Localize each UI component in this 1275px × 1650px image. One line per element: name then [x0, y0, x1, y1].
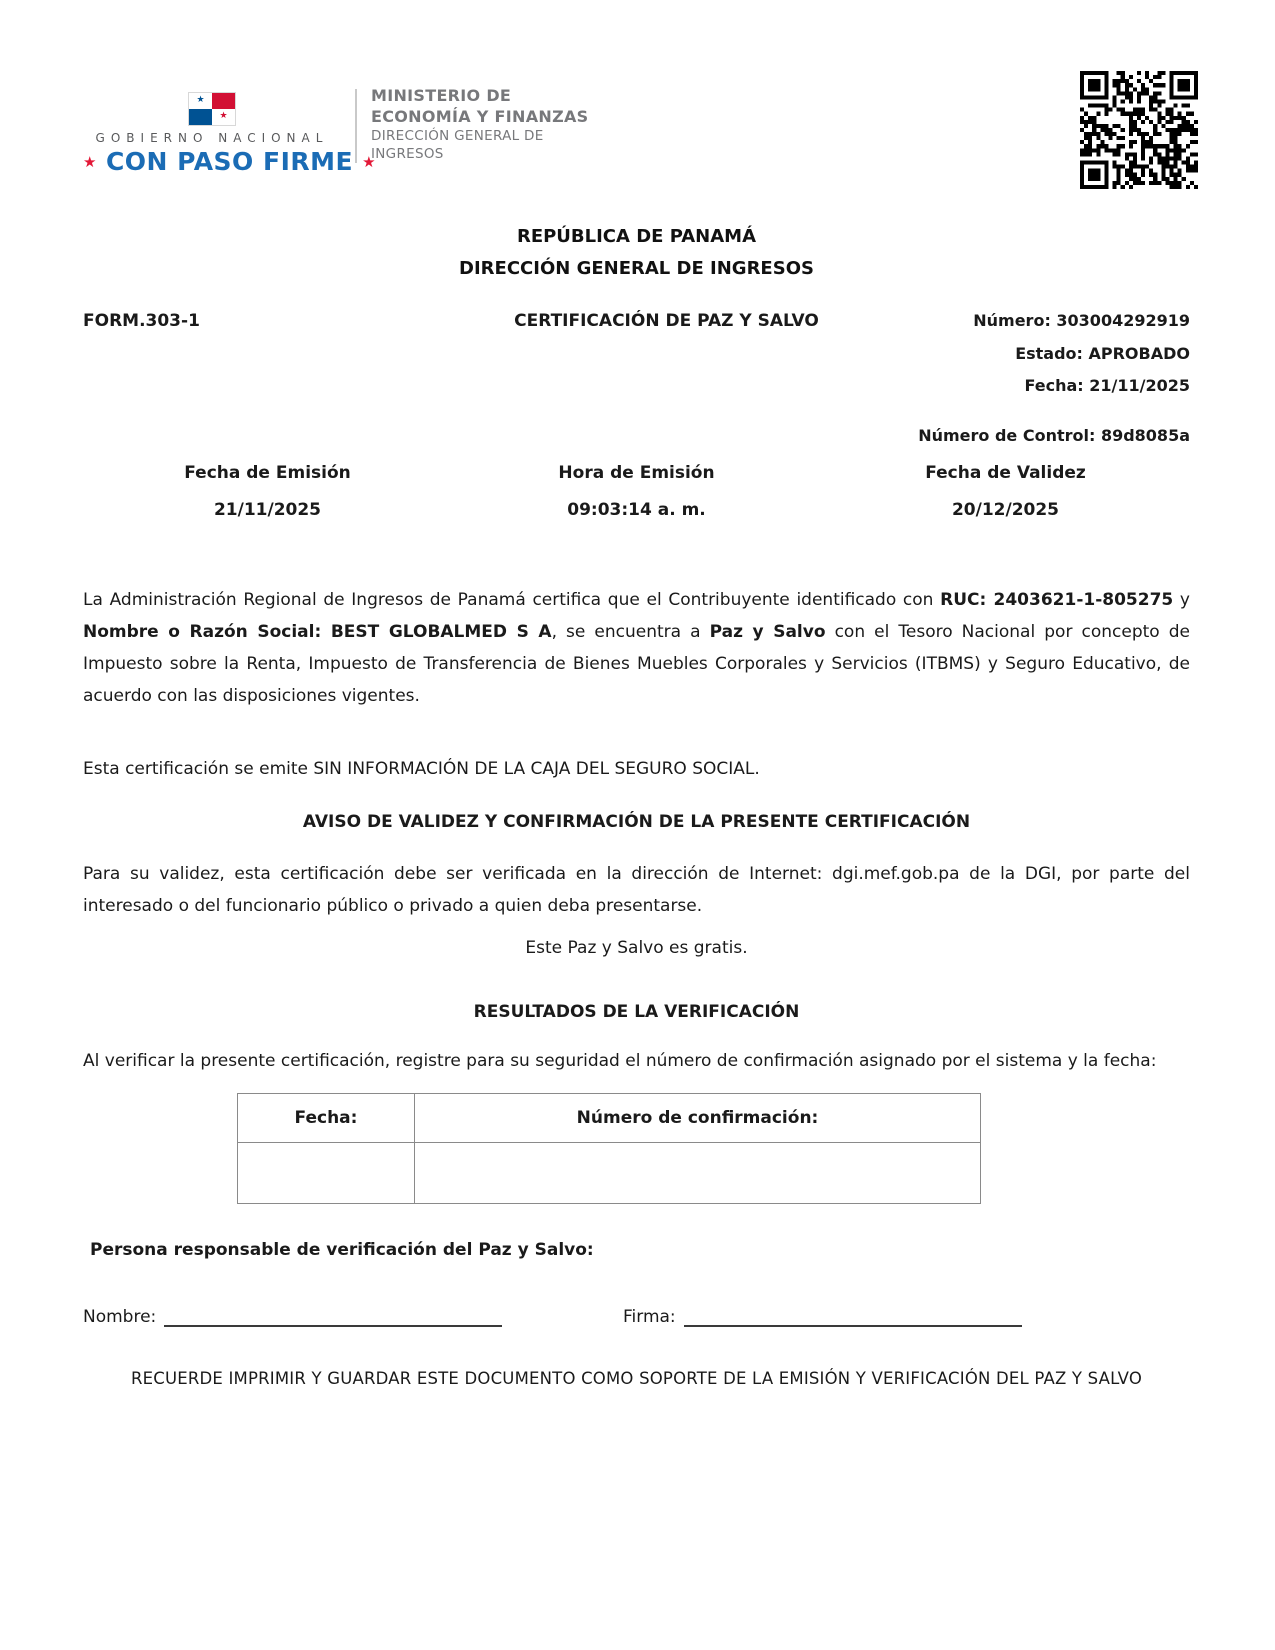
- star-icon: ★: [362, 152, 377, 171]
- republic-title: REPÚBLICA DE PANAMÁ: [516, 226, 757, 247]
- form-title-row: [83, 311, 1190, 331]
- paz-y-salvo-label: Paz y Salvo: [709, 622, 826, 642]
- status-value: Estado: APROBADO: [1015, 344, 1190, 363]
- date-value: Fecha: 21/11/2025: [1024, 376, 1190, 395]
- ministry-line2: ECONOMÍA Y FINANZAS: [371, 107, 589, 126]
- con-paso-firme-label: ★ CON PASO FIRME ★: [83, 146, 377, 176]
- control-number: Número de Control: 89d8085a: [918, 426, 1190, 445]
- dgi-title: DIRECCIÓN GENERAL DE INGRESOS: [459, 258, 814, 279]
- nombre-label: Nombre:: [83, 1307, 157, 1327]
- certificate-number: Número: 303004292919: [973, 311, 1190, 330]
- firma-group: [623, 1307, 1022, 1327]
- table-header-fecha: Fecha:: [238, 1094, 415, 1143]
- signature-row: [83, 1307, 1190, 1327]
- emission-time-value: 09:03:14 a. m.: [567, 500, 706, 520]
- qr-code: [1080, 71, 1198, 189]
- paragraph-text: La Administración Regional de Ingresos de Panamá certifica que el Contribuyente identificado con: [83, 590, 941, 610]
- emission-date-label: Fecha de Emisión: [184, 463, 351, 483]
- emission-values-row: [83, 500, 1190, 520]
- table-row: [238, 1143, 981, 1204]
- star-icon: ★: [83, 152, 97, 171]
- ministry-block: [371, 85, 589, 163]
- validity-date-label: Fecha de Validez: [925, 463, 1086, 483]
- table-cell-fecha: [238, 1143, 415, 1204]
- gratis-note: Este Paz y Salvo es gratis.: [525, 938, 748, 958]
- certification-paragraph: La Administración Regional de Ingresos de Panamá certifica que el Contribuyente identificado con RUC: 2403621-1-805275 y Nombre o Razón Social: BEST GLOBALMED S A, se encuentra a Paz y Salvo con el Tesoro Nacional por concepto de Impuesto sobre la Renta, Impuesto de Transferencia de Bienes Muebles Corporales y Servicios (ITBMS) y Seguro Educativo, de acuerdo con las disposiciones vigentes.: [83, 590, 1190, 706]
- ministry-line3: DIRECCIÓN GENERAL DE: [371, 128, 544, 144]
- table-header-row: [238, 1094, 981, 1143]
- header-divider: [355, 89, 357, 163]
- certification-title: CERTIFICACIÓN DE PAZ Y SALVO: [514, 311, 819, 331]
- css-disclaimer: Esta certificación se emite SIN INFORMACIÓN DE LA CAJA DEL SEGURO SOCIAL.: [83, 759, 760, 779]
- verification-instruction: Al verificar la presente certificación, registre para su seguridad el número de confirmación asignado por el sistema y la fecha:: [83, 1051, 1157, 1071]
- aviso-title: AVISO DE VALIDEZ Y CONFIRMACIÓN DE LA PRESENTE CERTIFICACIÓN: [302, 812, 971, 832]
- nombre-line: [164, 1307, 502, 1327]
- table-header-confirmacion: Número de confirmación:: [415, 1094, 981, 1143]
- verification-table: [237, 1093, 981, 1204]
- ministry-line4: INGRESOS: [371, 146, 444, 162]
- government-logo: [83, 85, 377, 176]
- form-code: FORM.303-1: [83, 311, 200, 331]
- panama-flag-icon: [188, 92, 236, 126]
- resultados-title: RESULTADOS DE LA VERIFICACIÓN: [473, 1002, 800, 1022]
- firma-line: [684, 1307, 1022, 1327]
- emission-date-value: 21/11/2025: [213, 500, 322, 520]
- ministry-line1: MINISTERIO DE: [371, 86, 512, 105]
- nombre-group: [83, 1307, 623, 1327]
- document-titles: [83, 221, 1190, 285]
- flag-star-red-icon: ★: [212, 109, 235, 125]
- document-header: [83, 85, 1190, 181]
- validity-date-value: 20/12/2025: [951, 500, 1060, 520]
- gobierno-nacional-label: GOBIERNO NACIONAL: [95, 130, 329, 145]
- razon-social-value: Nombre o Razón Social: BEST GLOBALMED S A: [83, 622, 552, 642]
- flag-star-blue-icon: ★: [189, 93, 212, 109]
- validity-paragraph: Para su validez, esta certificación debe ser verificada en la dirección de Internet: dgi.mef.gob.pa de la DGI, por parte del interesado o del funcionario público o privado a quien deba presentarse.: [83, 864, 1190, 916]
- table-cell-confirmacion: [415, 1143, 981, 1204]
- footer-note: RECUERDE IMPRIMIR Y GUARDAR ESTE DOCUMENTO COMO SOPORTE DE LA EMISIÓN Y VERIFICACIÓN DEL PAZ Y SALVO: [130, 1369, 1143, 1388]
- emission-headers-row: [83, 463, 1190, 483]
- responsible-label: Persona responsable de verificación del Paz y Salvo:: [90, 1240, 594, 1260]
- ruc-value: RUC: 2403621-1-805275: [940, 590, 1174, 610]
- status-block: [83, 344, 1190, 395]
- emission-time-label: Hora de Emisión: [558, 463, 715, 483]
- firma-label: Firma:: [623, 1307, 676, 1327]
